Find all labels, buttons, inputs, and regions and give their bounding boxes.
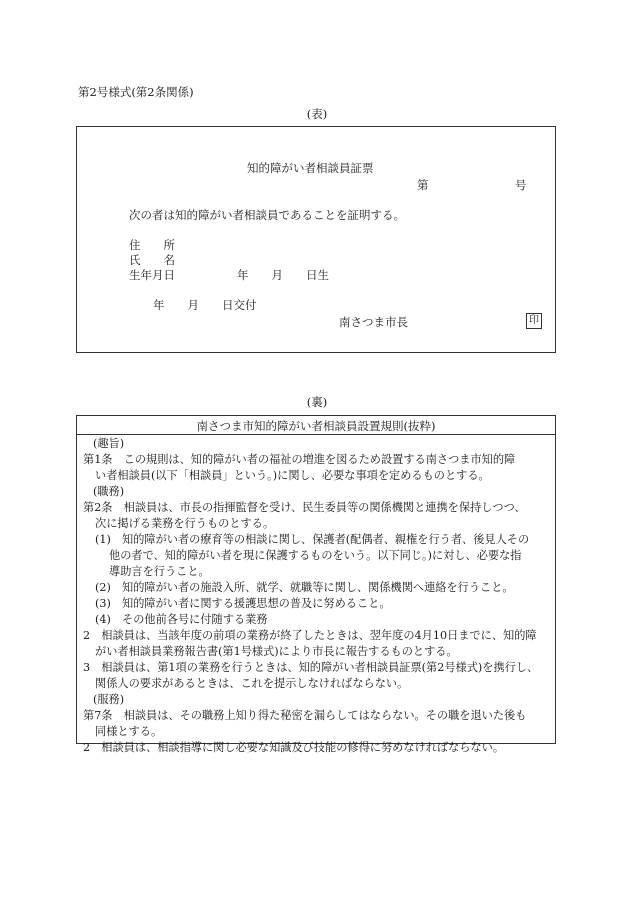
front-side-label: (表) [306, 107, 328, 121]
certification-statement: 次の者は知的障がい者相談員であることを証明する。 [129, 208, 405, 222]
birth-date-field: 年 月 日生 [237, 268, 329, 282]
regulation-line: 第1条 この規則は、知的障がい者の福祉の増進を図るため設置する南さつま市知的障 [83, 453, 516, 466]
regulation-line: 第7条 相談員は、その職務上知り得た秘密を漏らしてはならない。その職を退いた後も [83, 709, 527, 722]
regulation-line: 関係人の要求があるときは、これを提示しなければならない。 [95, 677, 409, 690]
regulation-line: (4) その他前各号に付随する業務 [95, 613, 268, 626]
form-number-label: 第2号様式(第2条関係) [78, 85, 194, 99]
regulation-line: 第2条 相談員は、市長の指揮監督を受け、民生委員等の関係機関と連携を保持しつつ、 [83, 501, 526, 514]
name-label: 氏 名 [129, 253, 175, 267]
regulation-line: 2 相談員は、当該年度の前項の業務が終了したときは、翌年度の4月10日までに、知的障 [83, 629, 537, 642]
issue-date-field: 年 月 日交付 [153, 298, 257, 312]
regulation-line: 導助言を行うこと。 [109, 565, 210, 578]
birth-date-label: 生年月日 [129, 268, 175, 282]
regulation-line: 次に掲げる業務を行うものとする。 [95, 517, 275, 530]
back-side-label: (裏) [306, 395, 328, 409]
regulation-title: 南さつま市知的障がい者相談員設置規則(抜粋) [196, 419, 436, 433]
regulation-line: 他の者で、知的障がい者を現に保護するものをいう。以下同じ。)に対し、必要な指 [109, 549, 522, 562]
regulation-line: (3) 知的障がい者に関する援護思想の普及に努めること。 [95, 597, 391, 610]
regulation-line: 2 相談員は、相談指導に関し必要な知識及び技能の修得に努めなければならない。 [83, 741, 505, 754]
issuer-name: 南さつま市長 [339, 315, 408, 329]
regulation-line: 3 相談員は、第1項の業務を行うときは、知的障がい者相談員証票(第2号様式)を携行し、 [83, 661, 539, 674]
regulation-line: (職務) [93, 485, 125, 498]
certificate-back-card [76, 415, 556, 754]
address-label: 住 所 [129, 238, 175, 252]
regulation-line: (服務) [93, 693, 125, 706]
title-divider [77, 434, 555, 435]
regulation-line: (2) 知的障がい者の施設入所、就学、就職等に関し、関係機関へ連絡を行うこと。 [95, 581, 514, 594]
regulation-line: がい者相談員業務報告書(第1号様式)により市長に報告するものとする。 [95, 645, 458, 658]
certificate-title: 知的障がい者相談員証票 [247, 161, 374, 175]
regulation-line: 同様とする。 [95, 725, 163, 738]
certificate-number-dai: 第 [417, 178, 429, 192]
certificate-front-card [76, 126, 556, 353]
regulation-line: い者相談員(以下「相談員」という。)に関し、必要な事項を定めるものとする。 [95, 469, 490, 482]
seal-mark: 印 [526, 313, 542, 329]
regulation-line: (趣旨) [93, 437, 125, 450]
certificate-number-go: 号 [515, 178, 527, 192]
regulation-line: (1) 知的障がい者の療育等の相談に関し、保護者(配偶者、親権を行う者、後見人その [95, 533, 530, 546]
